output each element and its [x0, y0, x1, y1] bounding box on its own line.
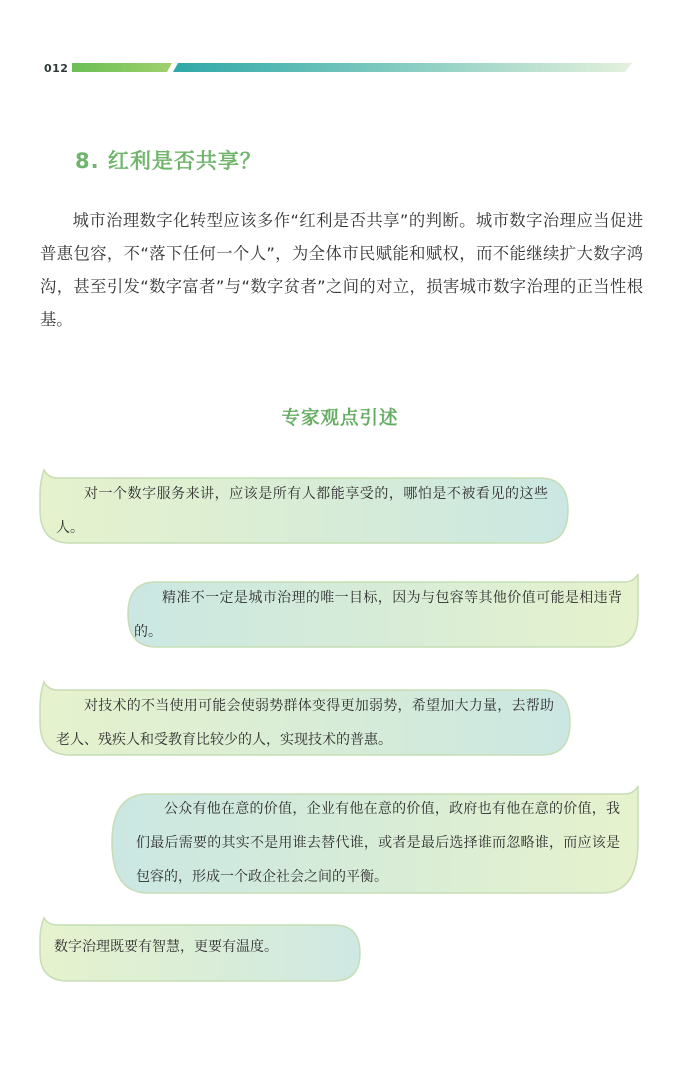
quote-bubble-3: [34, 680, 572, 758]
quote-bubble-2: [124, 572, 642, 650]
header-decoration-bar: [72, 63, 632, 72]
body-paragraph: 城市治理数字化转型应该多作“红利是否共享”的判断。城市数字治理应当促进普惠包容，不“落下任何一个人”，为全体市民赋能和赋权，而不能继续扩大数字鸿沟，甚至引发“数字富者”与“数字贫者”之间的对立，损害城市数字治理的正当性根基。: [40, 211, 643, 329]
quote-text-2: 精准不一定是城市治理的唯一目标，因为与包容等其他价值可能是相违背的。: [134, 590, 622, 640]
quote-text-5: 数字治理既要有智慧，更要有温度。: [54, 939, 278, 955]
quote-bubble-5: [34, 916, 362, 984]
quote-text-3: 对技术的不当使用可能会使弱势群体变得更加弱势，希望加大力量，去帮助老人、残疾人和受教育比较少的人，实现技术的普惠。: [56, 698, 554, 748]
quote-bubble-4: [108, 784, 642, 896]
page-number: 012: [44, 62, 69, 75]
quote-bubble-1: [34, 468, 570, 546]
quote-text-4: 公众有他在意的价值，企业有他在意的价值，政府也有他在意的价值，我们最后需要的其实不是用谁去替代谁，或者是最后选择谁而忽略谁，而应该是包容的，形成一个政企社会之间的平衡。: [136, 801, 620, 885]
quotes-title: 专家观点引述: [281, 408, 399, 429]
section-heading: 8. 红利是否共享？: [75, 149, 262, 173]
quote-text-1: 对一个数字服务来讲，应该是所有人都能享受的，哪怕是不被看见的这些人。: [56, 486, 548, 536]
